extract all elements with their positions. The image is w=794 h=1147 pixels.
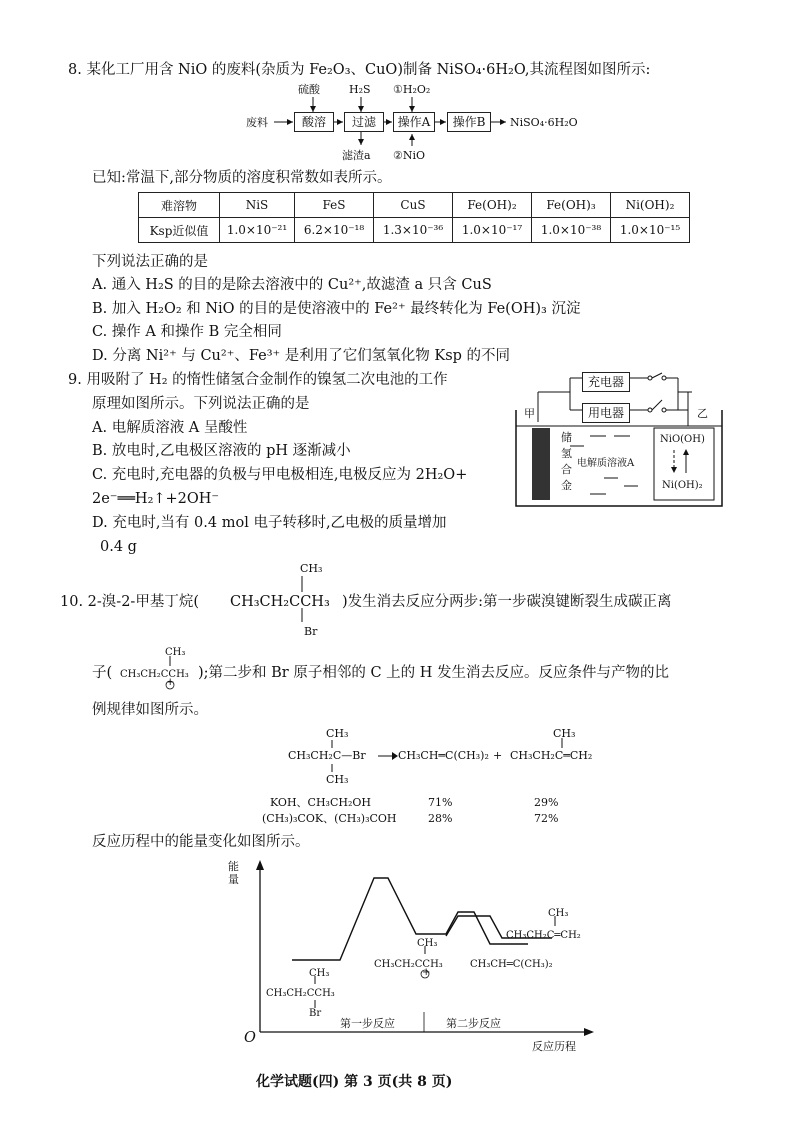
alloy-label-4: 金: [561, 479, 572, 492]
ksp-cell: Ksp近似值: [139, 218, 220, 243]
product-plus: +: [493, 749, 503, 762]
energy-reactant-br: Br: [309, 1008, 322, 1019]
flow-end: NiSO₄·6H₂O: [510, 116, 578, 129]
product-1: CH₃CH═C(CH₃)₂: [398, 749, 489, 762]
ksp-header: Fe(OH)₃: [532, 193, 611, 218]
product-2-ch3: CH₃: [553, 727, 576, 740]
energy-product-b: CH₃CH₂C═CH₂: [506, 930, 581, 941]
ratio-1-product-2: 29%: [534, 796, 559, 809]
flow-box-acid: 酸溶: [294, 112, 334, 132]
ratio-2-product-2: 72%: [534, 812, 559, 825]
product-2-bond: [556, 738, 568, 750]
q9-option-b: B. 放电时,乙电极区溶液的 pH 逐渐减小: [92, 443, 351, 459]
ksp-header-row: [139, 193, 690, 218]
flow-top-acid: 硫酸: [298, 83, 320, 96]
q10-structure-br: Br: [304, 625, 318, 638]
flow-box-opB: 操作B: [447, 112, 491, 132]
alloy-electrode: [532, 428, 550, 500]
ksp-cell: 1.3×10⁻³⁶: [374, 218, 453, 243]
battery-wires: [510, 370, 740, 520]
q8-known: 已知:常温下,部分物质的溶度积常数如表所示。: [92, 170, 392, 186]
flow-top-h2o2: ①H₂O₂: [393, 83, 431, 96]
q9-option-d: D. 充电时,当有 0.4 mol 电子转移时,乙电极的质量增加: [92, 515, 447, 531]
q8-option-a: A. 通入 H₂S 的目的是除去溶液中的 Cu²⁺,故滤渣 a 只含 CuS: [92, 277, 492, 293]
flow-box-filter: 过滤: [344, 112, 384, 132]
condition-1: KOH、CH₃CH₂OH: [270, 796, 371, 809]
energy-reactant: CH₃CH₂CCH₃: [266, 988, 335, 999]
q8-option-c: C. 操作 A 和操作 B 完全相同: [92, 324, 282, 340]
energy-intro: 反应历程中的能量变化如图所示。: [92, 834, 310, 850]
energy-intermediate-ch3: CH₃: [417, 938, 438, 949]
q10-cation-main: CH₃CH₂CCH₃: [120, 669, 189, 680]
flow-top-h2s: H₂S: [349, 83, 371, 96]
flow-bottom-residue: 滤渣a: [342, 149, 371, 162]
energy-product-b-ch3: CH₃: [548, 908, 569, 919]
flow-box-opA: 操作A: [393, 112, 435, 132]
q9-option-d-cont: 0.4 g: [100, 539, 137, 555]
ksp-header: Ni(OH)₂: [611, 193, 690, 218]
energy-intermediate: CH₃CH₂CCH₃: [374, 959, 443, 970]
q8-option-d: D. 分离 Ni²⁺ 与 Cu²⁺、Fe³⁺ 是利用了它们氢氧化物 Ksp 的不同: [92, 348, 511, 364]
alloy-label-2: 氢: [561, 447, 572, 460]
electrode-jia-label: 甲: [524, 407, 535, 420]
flow-start: 废料: [246, 116, 268, 129]
niooh-label: NiO(OH): [660, 434, 705, 445]
energy-reactant-ch3: CH₃: [309, 968, 330, 979]
q10-line3: 例规律如图所示。: [92, 702, 208, 718]
alloy-label-3: 合: [561, 463, 572, 476]
q8-stem: 8. 某化工厂用含 NiO 的废料(杂质为 Fe₂O₃、CuO)制备 NiSO₄·6H₂O,其流程图如图所示:: [68, 62, 651, 78]
q10-structure-bonds: [296, 574, 308, 624]
product-2: CH₃CH₂C═CH₂: [510, 749, 593, 762]
y-axis-label: 能量: [228, 860, 239, 886]
reactant: CH₃CH₂C—Br: [288, 749, 366, 762]
q10-line1-post: )发生消去反应分两步:第一步碳溴键断裂生成碳正离: [342, 594, 672, 610]
q10-line2-post: );第二步和 Br 原子相邻的 C 上的 H 发生消去反应。反应条件与产物的比: [198, 665, 670, 681]
q9-stem-2: 原理如图所示。下列说法正确的是: [92, 396, 310, 412]
origin-label: O: [244, 1030, 256, 1046]
q10-cation-plus: +: [166, 677, 175, 688]
step1-label: 第一步反应: [340, 1017, 395, 1030]
q10-structure-ch3: CH₃: [300, 562, 323, 575]
ksp-value-row: [139, 218, 690, 243]
q9-option-a: A. 电解质溶液 A 呈酸性: [92, 420, 248, 436]
energy-reactant-bonds: [310, 976, 320, 1010]
ksp-header: CuS: [374, 193, 453, 218]
step2-label: 第二步反应: [446, 1017, 501, 1030]
ksp-header: NiS: [220, 193, 295, 218]
ratio-2-product-1: 28%: [428, 812, 453, 825]
q8-option-b: B. 加入 H₂O₂ 和 NiO 的目的是使溶液中的 Fe²⁺ 最终转化为 Fe(OH)₃ 沉淀: [92, 301, 581, 317]
x-axis-label: 反应历程: [532, 1040, 576, 1053]
reactant-top-ch3: CH₃: [326, 727, 349, 740]
q9-option-c: C. 充电时,充电器的负极与甲电极相连,电极反应为 2H₂O+: [92, 467, 468, 483]
nioh2-label: Ni(OH)₂: [662, 480, 703, 491]
ksp-cell: 1.0×10⁻¹⁵: [611, 218, 690, 243]
reactant-bottom-ch3: CH₃: [326, 773, 349, 786]
energy-intermediate-plus: +: [422, 967, 431, 978]
reaction-arrow: [320, 736, 400, 776]
ksp-header: FeS: [295, 193, 374, 218]
q10-structure-main: CH₃CH₂CCH₃: [230, 594, 330, 610]
q8-question: 下列说法正确的是: [92, 254, 208, 270]
ksp-header: 难溶物: [139, 193, 220, 218]
solution-label: 电解质溶液A: [577, 458, 635, 469]
ksp-header: Fe(OH)₂: [453, 193, 532, 218]
ratio-1-product-1: 71%: [428, 796, 453, 809]
alloy-label-1: 储: [561, 431, 572, 444]
condition-2: (CH₃)₃COK、(CH₃)₃COH: [262, 812, 397, 825]
energy-curve-main: [292, 878, 528, 960]
ksp-cell: 1.0×10⁻¹⁷: [453, 218, 532, 243]
q10-cation-ch3: CH₃: [165, 647, 186, 658]
ksp-table: [138, 192, 690, 243]
q10-line2-pre: 子(: [92, 665, 113, 681]
appliance-box: 用电器: [582, 403, 630, 423]
q10-line1-pre: 10. 2-溴-2-甲基丁烷(: [60, 594, 199, 610]
ksp-cell: 1.0×10⁻²¹: [220, 218, 295, 243]
q9-option-c-cont: 2e⁻══H₂↑+2OH⁻: [92, 491, 220, 507]
flow-bottom-nio: ②NiO: [393, 149, 426, 162]
ksp-cell: 1.0×10⁻³⁸: [532, 218, 611, 243]
q9-stem-1: 9. 用吸附了 H₂ 的惰性储氢合金制作的镍氢二次电池的工作: [68, 372, 448, 388]
ksp-cell: 6.2×10⁻¹⁸: [295, 218, 374, 243]
energy-product-a: CH₃CH═C(CH₃)₂: [470, 959, 553, 970]
charger-box: 充电器: [582, 372, 630, 392]
page-footer: 化学试题(四) 第 3 页(共 8 页): [256, 1074, 453, 1090]
electrode-yi-label: 乙: [697, 407, 708, 420]
